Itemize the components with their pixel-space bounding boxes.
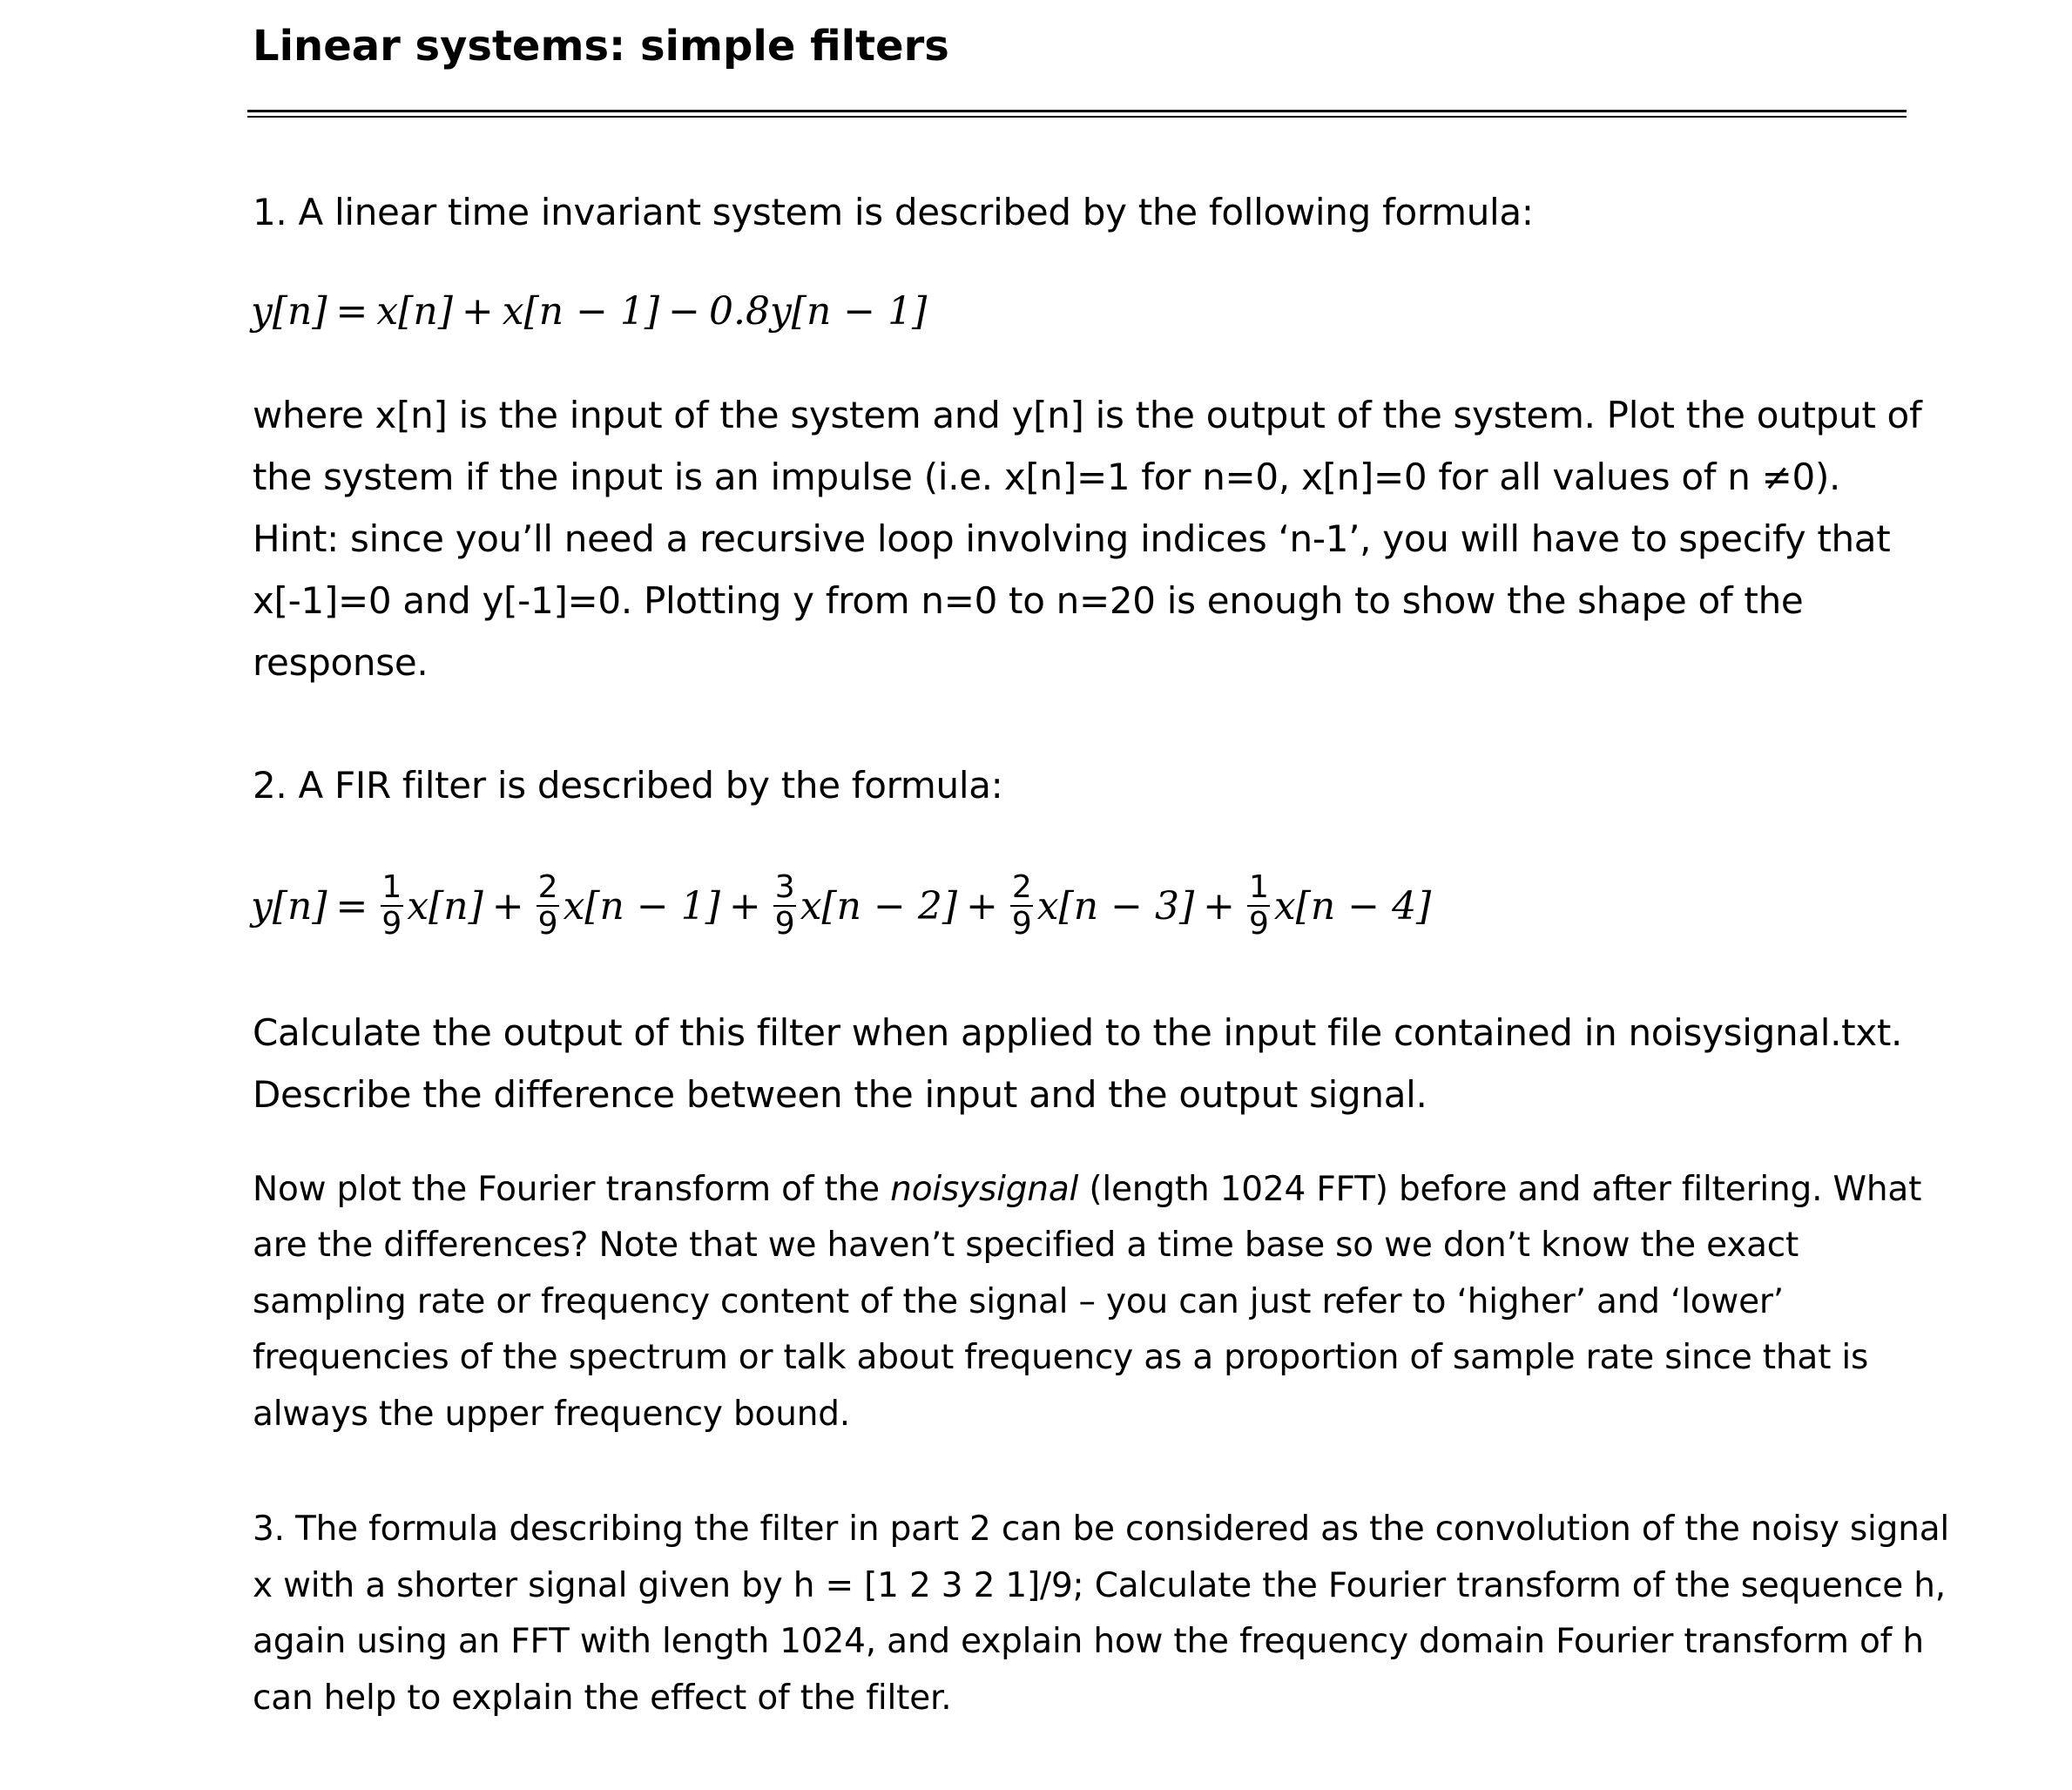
- q2-eq-term-op: +: [1203, 883, 1235, 929]
- q1-eq-term2: x[n − 1]: [502, 288, 660, 334]
- q2-eq-fraction: [1010, 870, 1034, 942]
- title-divider-thick: [247, 110, 1907, 112]
- fraction-denominator: 9: [381, 906, 402, 942]
- q2-eq-term-x: x[n − 2]: [800, 883, 958, 929]
- q1-line-5: response.: [253, 641, 429, 684]
- q1-eq-term1: x[n]: [376, 288, 453, 334]
- q2-fft-line-2: are the differences? Note that we haven’t specified a time base so we don’t know the exact: [253, 1226, 1799, 1265]
- fraction-numerator: 1: [1249, 869, 1269, 905]
- q1-intro: 1. A linear time invariant system is described by the following formula:: [253, 191, 1534, 233]
- fraction-denominator: 9: [1249, 906, 1269, 942]
- q2-fft-line-3: sampling rate or frequency content of the signal – you can just refer to ‘higher’ and ‘lower’: [253, 1282, 1784, 1321]
- fraction-denominator: 9: [1011, 906, 1032, 942]
- fraction-numerator: 2: [537, 869, 558, 905]
- q3-line-4: can help to explain the effect of the filter.: [253, 1679, 952, 1718]
- page-title: Linear systems: simple filters: [253, 22, 949, 71]
- q2-eq-term: [533, 870, 770, 942]
- q2-intro: 2. A FIR filter is described by the formula:: [253, 764, 1003, 807]
- q2-eq-term: [1244, 870, 1431, 942]
- q2-fft-line-4: frequencies of the spectrum or talk about frequency as a proportion of sample rate since that is: [253, 1338, 1869, 1377]
- q2-eq-term: [770, 870, 1007, 942]
- q2-eq-fraction: [773, 870, 797, 942]
- q2-eq-equals: =: [335, 883, 368, 929]
- q2-eq-term-op: +: [728, 883, 761, 929]
- q2-line-1: Calculate the output of this filter when applied to the input file contained in noisysignal.txt.: [253, 1011, 1903, 1054]
- q1-eq-lhs: y[n]: [251, 288, 327, 334]
- q2-eq-term: [1007, 870, 1244, 942]
- title-divider-thin: [247, 116, 1907, 118]
- q2-eq-term-x: x[n]: [407, 883, 483, 929]
- fraction-denominator: 9: [774, 906, 795, 942]
- fraction-denominator: 9: [537, 906, 558, 942]
- q2-eq-fraction: [1247, 870, 1271, 942]
- q1-eq-op1: +: [461, 288, 494, 334]
- q3-line-3: again using an FFT with length 1024, and explain how the frequency domain Fourier transform of h: [253, 1622, 1924, 1661]
- q1-eq-term3: 0.8y[n − 1]: [708, 288, 928, 334]
- q2-fft-line-1: [253, 1162, 1921, 1219]
- q3-line-1: 3. The formula describing the filter in part 2 can be considered as the convolution of the noisy signal: [253, 1510, 1950, 1549]
- q2-eq-fraction: [537, 870, 560, 942]
- q2-eq-term: [376, 870, 532, 942]
- q2-eq-fraction: [380, 870, 403, 942]
- fraction-numerator: 1: [381, 869, 402, 905]
- q1-equation: [251, 280, 927, 341]
- q2-fft-line-5: always the upper frequency bound.: [253, 1395, 850, 1434]
- q2-eq-term-x: x[n − 1]: [563, 883, 720, 929]
- q2-eq-term-x: x[n − 3]: [1036, 883, 1195, 929]
- fraction-numerator: 3: [774, 869, 795, 905]
- q2-eq-lhs: y[n]: [251, 883, 327, 929]
- q1-eq-equals: =: [335, 288, 368, 334]
- q1-line-2: the system if the input is an impulse (i.e. x[n]=1 for n=0, x[n]=0 for all values of n ≠0).: [253, 456, 1841, 498]
- q3-line-2: x with a shorter signal given by h = [1 2 3 2 1]/9; Calculate the Fourier transform of the sequence h,: [253, 1566, 1946, 1605]
- q2-line-2: Describe the difference between the input and the output signal.: [253, 1073, 1427, 1116]
- q2-eq-term-op: +: [491, 883, 524, 929]
- q2-eq-term-x: x[n − 4]: [1273, 883, 1432, 929]
- q2-eq-term-op: +: [966, 883, 998, 929]
- q1-line-3: Hint: since you’ll need a recursive loop involving indices ‘n-1’, you will have to specify that: [253, 517, 1891, 560]
- q1-line-4: x[-1]=0 and y[-1]=0. Plotting y from n=0 to n=20 is enough to show the shape of the: [253, 579, 1804, 622]
- q2-equation: [251, 854, 1431, 958]
- q1-eq-op2: −: [668, 288, 700, 334]
- fraction-numerator: 2: [1011, 869, 1032, 905]
- q1-line-1: where x[n] is the input of the system and y[n] is the output of the system. Plot the output of: [253, 394, 1922, 436]
- q2-fft-line-1-text: Now plot the Fourier transform of the noisysignal (length 1024 FFT) before and after filtering. What: [253, 1170, 1922, 1209]
